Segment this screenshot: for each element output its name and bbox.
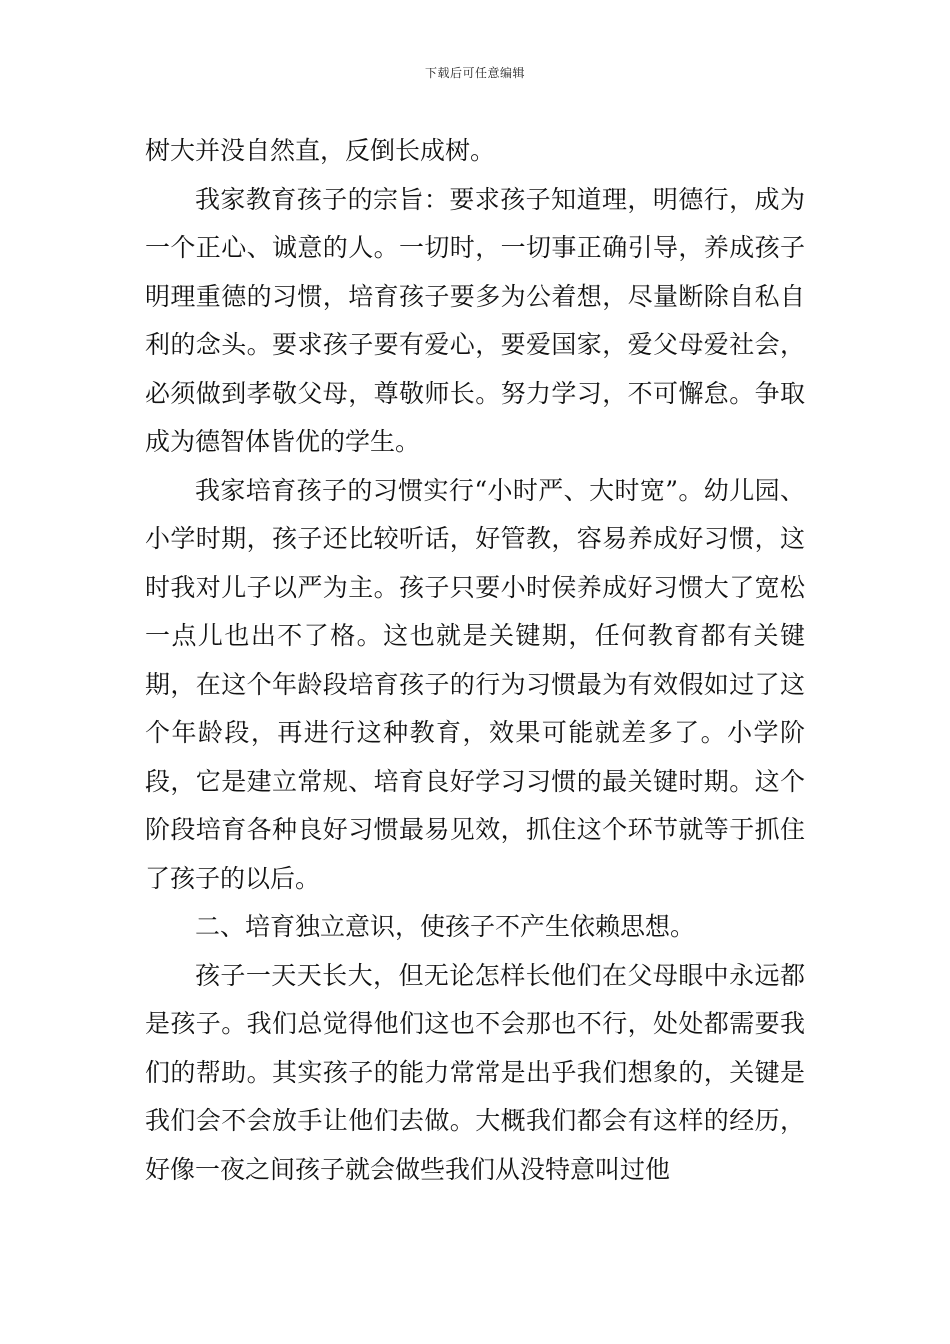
paragraph-independence: 孩子一天天长大，但无论怎样长他们在父母眼中永远都是孩子。我们总觉得他们这也不会那也不行，处处都需要我们的帮助。其实孩子的能力常常是出乎我们想象的，关键是我们会不会放手让他们去做。大概我们都会有这样的经历，好像一夜之间孩子就会做些我们从没特意叫过他 [145,960,805,1184]
paragraph-continuation: 树大并没自然直，反倒长成树。 [145,136,496,165]
paragraph-habit-cultivation: 我家培育孩子的习惯实行“小时严、大时宽”。幼儿园、小学时期，孩子还比较听话，好管教，容易养成好习惯，这时我对儿子以严为主。孩子只要小时侯养成好习惯大了宽松一点儿也出不了格。这也就是关键期，任何教育都有关键期，在这个年龄段培育孩子的行为习惯最为有效假如过了这个年龄段，再进行这种教育，效果可能就差多了。小学阶段，它是建立常规、培育良好学习习惯的最关键时期。这个阶段培育各种良好习惯最易见效，抓住这个环节就等于抓住了孩子的以后。 [145,475,805,893]
paragraph-education-purpose: 我家教育孩子的宗旨：要求孩子知道理，明德行，成为一个正心、诚意的人。一切时，一切事正确引导，养成孩子明理重德的习惯，培育孩子要多为公着想，尽量断除自私自利的念头。要求孩子要有爱心，要爱国家，爱父母爱社会，必须做到孝敬父母，尊敬师长。努力学习，不可懈怠。争取成为德智体皆优的学生。 [145,184,805,456]
section-heading-independence: 二、培育独立意识，使孩子不产生依赖思想。 [195,912,696,941]
page-header: 下载后可任意编辑 [424,66,525,80]
document-body [145,127,805,1194]
